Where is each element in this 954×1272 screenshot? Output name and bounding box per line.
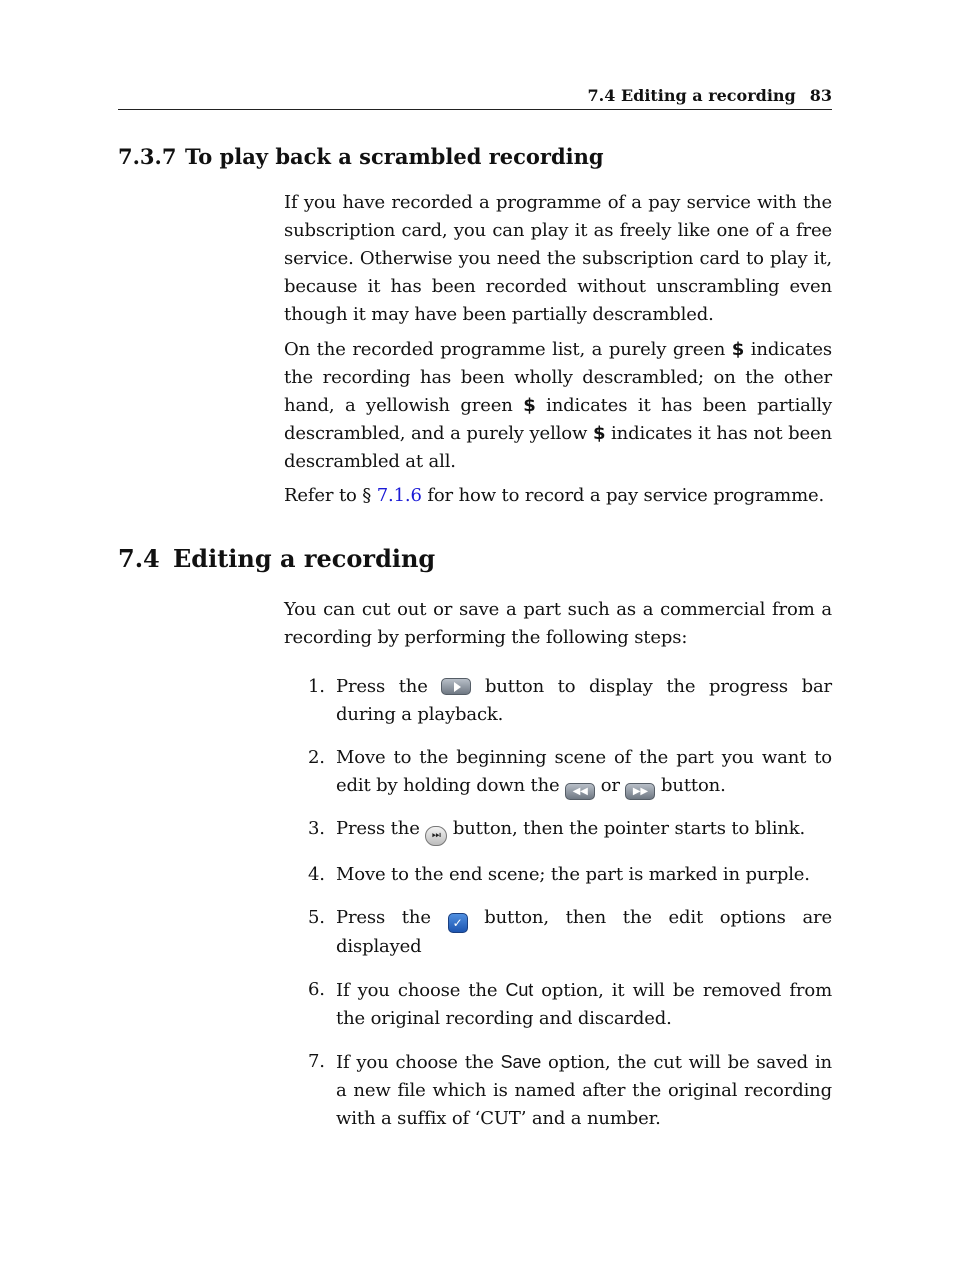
skip-mark-button-icon: ⏭ (425, 826, 447, 846)
fast-forward-button-icon: ▶▶ (625, 783, 655, 800)
text-run: On the recorded programme list, a purely green (284, 339, 732, 360)
list-item (284, 815, 832, 846)
paragraph (284, 189, 832, 329)
step-number: 5. (308, 907, 325, 928)
dollar-symbol: $ (731, 339, 745, 360)
rewind-button-icon: ◀◀ (565, 783, 595, 800)
option-name: Save (500, 1052, 542, 1072)
step-number: 3. (308, 818, 325, 839)
page-number: 83 (809, 86, 832, 105)
paragraph-text: If you have recorded a programme of a pay service with the subscription card, you can play it as freely like one of a free service. Otherwise you need the subscription card to play it, because it has been recorded without unscrambling even though it may have been partially descrambled. (284, 192, 832, 325)
text-run: option, it will be removed from the original recording and discarded. (336, 980, 832, 1029)
section-number: 7.3.7 (118, 144, 177, 169)
section-heading-7-4 (118, 544, 435, 573)
step-number: 2. (308, 747, 325, 768)
text-run: option, the cut will be saved in a new file which is named after the original recording with a suffix of ‘CUT’ and a number. (336, 1052, 832, 1129)
option-name: Cut (505, 980, 534, 1000)
paragraph-text (284, 482, 832, 510)
text-run: button. (655, 775, 726, 796)
text-run: indicates it has been partially descrambled, and a purely yellow (284, 395, 833, 444)
text-run: button, then the edit options are displayed (336, 907, 832, 957)
list-item (284, 744, 832, 800)
list-item (284, 904, 832, 961)
text-run: button, then the pointer starts to blink. (447, 818, 806, 839)
step-number: 1. (308, 676, 325, 697)
step-number: 4. (308, 864, 325, 885)
list-item (284, 976, 832, 1033)
text-run: Press the (336, 818, 426, 839)
text-run: Move to the end scene; the part is marked in purple. (336, 864, 810, 885)
text-run: Press the (336, 907, 448, 928)
list-item (284, 861, 832, 889)
running-header (118, 86, 832, 110)
section-title: Editing a recording (173, 544, 436, 573)
list-item (284, 1048, 832, 1133)
text-run: button to display the progress bar during a playback. (336, 676, 832, 725)
list-item (284, 673, 832, 729)
section-title: To play back a scrambled recording (185, 144, 604, 169)
header-title: 7.4 Editing a recording (587, 86, 796, 105)
text-run: indicates the recording has been wholly descrambled; on the other hand, a yellowish green (284, 339, 832, 416)
dollar-symbol: $ (592, 423, 606, 444)
section-heading-7-3-7 (118, 144, 604, 169)
cross-reference-link[interactable]: 7.1.6 (376, 485, 422, 506)
text-run: Press the (336, 676, 442, 697)
text-run: or (595, 775, 626, 796)
section-number: 7.4 (118, 544, 160, 573)
play-button-icon (441, 678, 471, 695)
step-number: 6. (308, 979, 325, 1000)
dollar-symbol: $ (523, 395, 536, 416)
step-number: 7. (308, 1051, 325, 1072)
text-run: Refer to § (284, 485, 377, 506)
text-run: If you choose the (336, 1052, 501, 1073)
paragraph (284, 482, 832, 510)
text-run: If you choose the (336, 980, 506, 1001)
paragraph (284, 596, 832, 652)
paragraph-text: You can cut out or save a part such as a commercial from a recording by performing the following steps: (284, 599, 832, 648)
paragraph-text (284, 336, 832, 476)
text-run: for how to record a pay service programme. (421, 485, 825, 506)
text-run: Move to the beginning scene of the part you want to edit by holding down the (336, 747, 832, 796)
paragraph (284, 336, 832, 476)
steps-list (284, 673, 832, 1148)
text-run: indicates it has not been descrambled at all. (284, 423, 832, 472)
ok-check-button-icon: ✓ (448, 913, 468, 933)
